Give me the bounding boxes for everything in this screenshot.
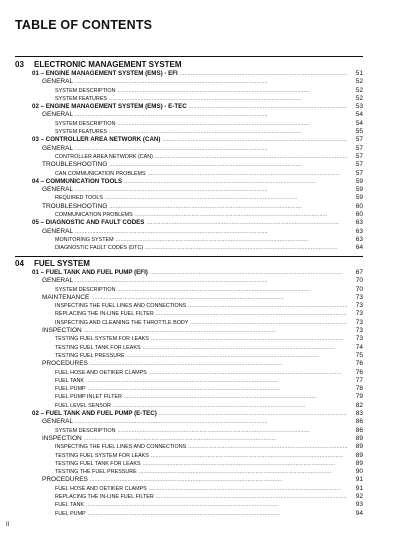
dot-leader bbox=[75, 418, 347, 426]
toc-entry[interactable] bbox=[15, 302, 363, 310]
toc-entry-label: FUEL PUMP INLET FILTER bbox=[55, 394, 122, 401]
toc-entry-page: 91 bbox=[355, 484, 363, 492]
toc-entry-label: REPLACING THE IN-LINE FUEL FILTER bbox=[55, 311, 154, 318]
toc-entry-page: 78 bbox=[355, 385, 363, 393]
toc-entry-label: FUEL HOSE AND OETIKER CLAMPS bbox=[55, 485, 147, 492]
toc-entry-page: 57 bbox=[355, 152, 363, 160]
dot-leader bbox=[149, 369, 347, 377]
section-title: ELECTRONIC MANAGEMENT SYSTEM bbox=[34, 60, 182, 69]
dot-leader bbox=[151, 335, 347, 343]
toc-entry-page: 70 bbox=[355, 277, 363, 285]
dot-leader bbox=[127, 352, 347, 360]
toc-entry-page: 94 bbox=[355, 509, 363, 517]
toc-entry-page: 93 bbox=[355, 501, 363, 509]
toc-entry-label: TESTING FUEL TANK FOR LEAKS bbox=[55, 460, 141, 467]
dot-leader bbox=[151, 452, 347, 460]
toc-entry-label: FUEL PUMP bbox=[55, 510, 86, 517]
toc-entry-label: REQUIRED TOOLS bbox=[55, 195, 104, 202]
toc-entry-label: 01 – ENGINE MANAGEMENT SYSTEM (EMS) - EFI bbox=[32, 70, 178, 77]
toc-entry-page: 64 bbox=[355, 244, 363, 252]
toc-entry[interactable] bbox=[15, 294, 363, 302]
toc-entry-label: PROCEDURES bbox=[42, 476, 88, 484]
toc-entry-page: 52 bbox=[355, 78, 363, 86]
toc-entry-page: 89 bbox=[355, 451, 363, 459]
toc-entry-label: TROUBLESHOOTING bbox=[42, 161, 108, 169]
toc-entry[interactable] bbox=[15, 418, 363, 426]
toc-entry-page: 73 bbox=[355, 293, 363, 301]
toc-entry-label: GENERAL bbox=[42, 111, 74, 119]
toc-entry-page: 89 bbox=[355, 443, 363, 451]
dot-leader bbox=[75, 145, 347, 153]
dot-leader bbox=[116, 236, 347, 244]
toc-entry-label: COMMUNICATION PROBLEMS bbox=[55, 212, 133, 219]
dot-leader bbox=[189, 103, 347, 111]
dot-leader bbox=[124, 178, 347, 186]
toc-entry[interactable] bbox=[15, 410, 363, 418]
toc-entry-label: FUEL TANK bbox=[55, 377, 84, 384]
toc-entry-label: CONTROLLER AREA NETWORK (CAN) bbox=[55, 153, 153, 160]
toc-entry[interactable] bbox=[15, 310, 363, 318]
toc-entry[interactable] bbox=[15, 286, 363, 294]
toc-entry-page: 89 bbox=[355, 459, 363, 467]
toc-entry-label: SYSTEM FEATURES bbox=[55, 95, 108, 102]
toc-entry[interactable] bbox=[15, 435, 363, 443]
toc-entry-page: 86 bbox=[355, 418, 363, 426]
toc-entry-label: GENERAL bbox=[42, 277, 74, 285]
toc-entry[interactable] bbox=[15, 335, 363, 343]
toc-entry-label: TROUBLESHOOTING bbox=[42, 202, 108, 210]
dot-leader bbox=[188, 443, 347, 451]
toc-entry[interactable] bbox=[15, 360, 363, 368]
toc-entry[interactable] bbox=[15, 194, 363, 202]
toc-entry-label: INSPECTING THE FUEL LINES AND CONNECTIONS bbox=[55, 444, 187, 451]
toc-entry-label: FUEL LEVEL SENSOR bbox=[55, 402, 111, 409]
dot-leader bbox=[75, 186, 347, 194]
toc-entry[interactable] bbox=[15, 476, 363, 484]
toc-entry-label: TESTING THE FUEL PRESSURE bbox=[55, 469, 137, 476]
toc-entry-page: 54 bbox=[355, 111, 363, 119]
section-heading bbox=[15, 60, 363, 70]
toc-entry-label: FUEL TANK bbox=[55, 502, 84, 509]
toc-entry-label: 03 – CONTROLLER AREA NETWORK (CAN) bbox=[32, 136, 161, 144]
dot-leader bbox=[118, 286, 347, 294]
dot-leader bbox=[188, 302, 347, 310]
dot-leader bbox=[84, 435, 347, 443]
toc-entry-page: 79 bbox=[355, 393, 363, 401]
toc-entry[interactable] bbox=[15, 103, 363, 111]
toc-entry-label: INSPECTION bbox=[42, 434, 82, 442]
dot-leader bbox=[90, 476, 347, 484]
toc-entry[interactable] bbox=[15, 78, 363, 86]
toc-entry-page: 73 bbox=[355, 318, 363, 326]
toc-entry[interactable] bbox=[15, 510, 363, 518]
toc-entry-label: FUEL HOSE AND OETIKER CLAMPS bbox=[55, 369, 147, 376]
toc-section bbox=[15, 60, 363, 253]
dot-leader bbox=[75, 111, 347, 119]
toc-entry[interactable] bbox=[15, 128, 363, 136]
toc-entry[interactable] bbox=[15, 87, 363, 95]
toc-entry[interactable] bbox=[15, 95, 363, 103]
toc-entry[interactable] bbox=[15, 501, 363, 509]
toc-entry-label: GENERAL bbox=[42, 227, 74, 235]
section-title: FUEL SYSTEM bbox=[34, 259, 90, 268]
toc-entry-page: 86 bbox=[355, 426, 363, 434]
toc-entry-page: 60 bbox=[355, 202, 363, 210]
toc-entry[interactable] bbox=[15, 228, 363, 236]
toc-entry-page: 77 bbox=[355, 376, 363, 384]
dot-leader bbox=[135, 211, 347, 219]
dot-leader bbox=[143, 460, 347, 468]
dot-leader bbox=[155, 153, 347, 161]
toc-entry-page: 63 bbox=[355, 219, 363, 227]
toc-section bbox=[15, 259, 363, 518]
toc-entry-page: 73 bbox=[355, 327, 363, 335]
dot-leader bbox=[118, 120, 347, 128]
dot-leader bbox=[109, 95, 347, 103]
toc-entry-page: 53 bbox=[355, 103, 363, 111]
toc-entry[interactable] bbox=[15, 427, 363, 435]
toc-entry[interactable] bbox=[15, 136, 363, 144]
toc-entry-page: 59 bbox=[355, 194, 363, 202]
toc-entry-page: 82 bbox=[355, 401, 363, 409]
dot-leader bbox=[109, 203, 347, 211]
toc-entry-label: TESTING FUEL SYSTEM FOR LEAKS bbox=[55, 336, 149, 343]
toc-entry-label: MONITORING SYSTEM bbox=[55, 236, 114, 243]
dot-leader bbox=[149, 485, 347, 493]
toc-entry-label: DIAGNOSTIC FAULT CODES (DTC) bbox=[55, 245, 144, 252]
toc-entry[interactable] bbox=[15, 170, 363, 178]
toc-entry[interactable] bbox=[15, 219, 363, 227]
dot-leader bbox=[156, 310, 347, 318]
toc-entry-page: 90 bbox=[355, 468, 363, 476]
toc-entry-page: 67 bbox=[355, 269, 363, 276]
toc-entry-page: 74 bbox=[355, 343, 363, 351]
toc-entry-page: 76 bbox=[355, 360, 363, 368]
toc-entry[interactable] bbox=[15, 460, 363, 468]
toc-entry[interactable] bbox=[15, 203, 363, 211]
dot-leader bbox=[109, 161, 347, 169]
toc-entry-label: TESTING FUEL SYSTEM FOR LEAKS bbox=[55, 452, 149, 459]
toc-entry-page: 91 bbox=[355, 476, 363, 484]
dot-leader bbox=[162, 136, 347, 144]
toc-entry[interactable] bbox=[15, 244, 363, 252]
toc-entry-label: INSPECTING AND CLEANING THE THROTTLE BODY bbox=[55, 319, 189, 326]
dot-leader bbox=[190, 319, 347, 327]
dot-leader bbox=[75, 277, 347, 285]
toc-entry-page: 76 bbox=[355, 368, 363, 376]
toc-entry-label: 02 – ENGINE MANAGEMENT SYSTEM (EMS) - E-TEC bbox=[32, 103, 187, 111]
toc-entry[interactable] bbox=[15, 186, 363, 194]
toc-entry-label: INSPECTING THE FUEL LINES AND CONNECTIONS bbox=[55, 303, 187, 310]
toc-entry[interactable] bbox=[15, 493, 363, 501]
toc-entry-page: 75 bbox=[355, 351, 363, 359]
toc-entry-page: 52 bbox=[355, 86, 363, 94]
dot-leader bbox=[145, 244, 347, 252]
toc-entry[interactable] bbox=[15, 452, 363, 460]
toc-entry-label: SYSTEM DESCRIPTION bbox=[55, 87, 116, 94]
section-divider bbox=[15, 256, 363, 257]
toc-entry[interactable] bbox=[15, 111, 363, 119]
toc-entry[interactable] bbox=[15, 402, 363, 410]
toc-entry-page: 89 bbox=[355, 434, 363, 442]
dot-leader bbox=[159, 410, 347, 418]
dot-leader bbox=[109, 128, 347, 136]
toc-entry-page: 73 bbox=[355, 335, 363, 343]
dot-leader bbox=[139, 468, 347, 476]
dot-leader bbox=[148, 170, 347, 178]
toc-entry-page: 73 bbox=[355, 302, 363, 310]
toc-entry[interactable] bbox=[15, 236, 363, 244]
dot-leader bbox=[88, 510, 347, 518]
toc-entry[interactable] bbox=[15, 277, 363, 285]
dot-leader bbox=[118, 427, 347, 435]
toc-entry-label: SYSTEM DESCRIPTION bbox=[55, 286, 116, 293]
dot-leader bbox=[150, 269, 347, 277]
dot-leader bbox=[113, 402, 347, 410]
toc-entry-page: 51 bbox=[355, 70, 363, 77]
toc-entry[interactable] bbox=[15, 269, 363, 277]
toc-entry-page: 63 bbox=[355, 227, 363, 235]
toc-entry-page: 55 bbox=[355, 128, 363, 136]
toc-entry-label: FUEL PUMP bbox=[55, 386, 86, 393]
toc-entry[interactable] bbox=[15, 70, 363, 78]
dot-leader bbox=[90, 360, 347, 368]
toc-entry-label: SYSTEM DESCRIPTION bbox=[55, 120, 116, 127]
section-entries bbox=[15, 70, 363, 253]
dot-leader bbox=[180, 70, 347, 78]
section-number: 04 bbox=[15, 259, 24, 268]
toc-entry-page: 57 bbox=[355, 136, 363, 144]
toc-entry-label: MAINTENANCE bbox=[42, 293, 90, 301]
toc-entry[interactable] bbox=[15, 377, 363, 385]
toc-entry-label: 04 – COMMUNICATION TOOLS bbox=[32, 177, 123, 185]
dot-leader bbox=[105, 194, 347, 202]
toc-entry[interactable] bbox=[15, 145, 363, 153]
toc-entry-page: 52 bbox=[355, 94, 363, 102]
toc-entry-label: PROCEDURES bbox=[42, 360, 88, 368]
toc-entry-label: GENERAL bbox=[42, 418, 74, 426]
dot-leader bbox=[86, 501, 347, 509]
toc-entry[interactable] bbox=[15, 153, 363, 161]
toc-entry-page: 57 bbox=[355, 161, 363, 169]
toc-entry[interactable] bbox=[15, 393, 363, 401]
dot-leader bbox=[75, 78, 347, 86]
toc-entry[interactable] bbox=[15, 211, 363, 219]
toc-entry-label: GENERAL bbox=[42, 144, 74, 152]
toc-entry-label: 02 – FUEL TANK AND FUEL PUMP (E-TEC) bbox=[32, 410, 157, 418]
dot-leader bbox=[156, 493, 347, 501]
toc-entry-label: SYSTEM DESCRIPTION bbox=[55, 427, 116, 434]
toc-entry-label: CAN COMMUNICATION PROBLEMS bbox=[55, 170, 146, 177]
toc-entry-label: SYSTEM FEATURES bbox=[55, 129, 108, 136]
toc-entry-page: 59 bbox=[355, 186, 363, 194]
toc-entry-page: 92 bbox=[355, 493, 363, 501]
toc-entry-page: 60 bbox=[355, 211, 363, 219]
dot-leader bbox=[91, 294, 347, 302]
toc-entry[interactable] bbox=[15, 352, 363, 360]
dot-leader bbox=[86, 377, 347, 385]
toc-entry-page: 57 bbox=[355, 144, 363, 152]
toc-entry[interactable] bbox=[15, 443, 363, 451]
toc-entry-label: 05 – DIAGNOSTIC AND FAULT CODES bbox=[32, 219, 145, 227]
toc-entry-page: 83 bbox=[355, 410, 363, 418]
toc-entry-label: TESTING FUEL PRESSURE bbox=[55, 352, 125, 359]
toc-entry[interactable] bbox=[15, 120, 363, 128]
toc-entry-label: GENERAL bbox=[42, 186, 74, 194]
dot-leader bbox=[88, 385, 347, 393]
section-heading bbox=[15, 259, 363, 269]
page-number: II bbox=[6, 522, 10, 528]
toc-entry-label: GENERAL bbox=[42, 78, 74, 86]
dot-leader bbox=[124, 393, 347, 401]
toc-entry-label: REPLACING THE IN-LINE FUEL FILTER bbox=[55, 494, 154, 501]
section-divider bbox=[15, 56, 363, 57]
toc-entry[interactable] bbox=[15, 369, 363, 377]
toc-entry[interactable] bbox=[15, 468, 363, 476]
section-number: 03 bbox=[15, 60, 24, 69]
toc-entry-label: TESTING FUEL TANK FOR LEAKS bbox=[55, 344, 141, 351]
dot-leader bbox=[118, 87, 347, 95]
page-title: TABLE OF CONTENTS bbox=[15, 18, 153, 32]
toc-entry-page: 73 bbox=[355, 310, 363, 318]
dot-leader bbox=[75, 228, 347, 236]
toc-entry-page: 57 bbox=[355, 169, 363, 177]
toc-entry[interactable] bbox=[15, 178, 363, 186]
toc-entry-label: INSPECTION bbox=[42, 327, 82, 335]
dot-leader bbox=[143, 344, 347, 352]
dot-leader bbox=[146, 219, 347, 227]
toc-entry-page: 54 bbox=[355, 119, 363, 127]
toc-entry[interactable] bbox=[15, 344, 363, 352]
toc-entry[interactable] bbox=[15, 161, 363, 169]
toc-entry[interactable] bbox=[15, 485, 363, 493]
toc-entry[interactable] bbox=[15, 319, 363, 327]
toc-entry-label: 01 – FUEL TANK AND FUEL PUMP (EFI) bbox=[32, 269, 148, 276]
toc-entry[interactable] bbox=[15, 385, 363, 393]
section-entries bbox=[15, 269, 363, 518]
toc-entry[interactable] bbox=[15, 327, 363, 335]
dot-leader bbox=[84, 327, 347, 335]
toc-entry-page: 70 bbox=[355, 285, 363, 293]
toc-entry-page: 63 bbox=[355, 235, 363, 243]
toc-entry-page: 59 bbox=[355, 177, 363, 185]
